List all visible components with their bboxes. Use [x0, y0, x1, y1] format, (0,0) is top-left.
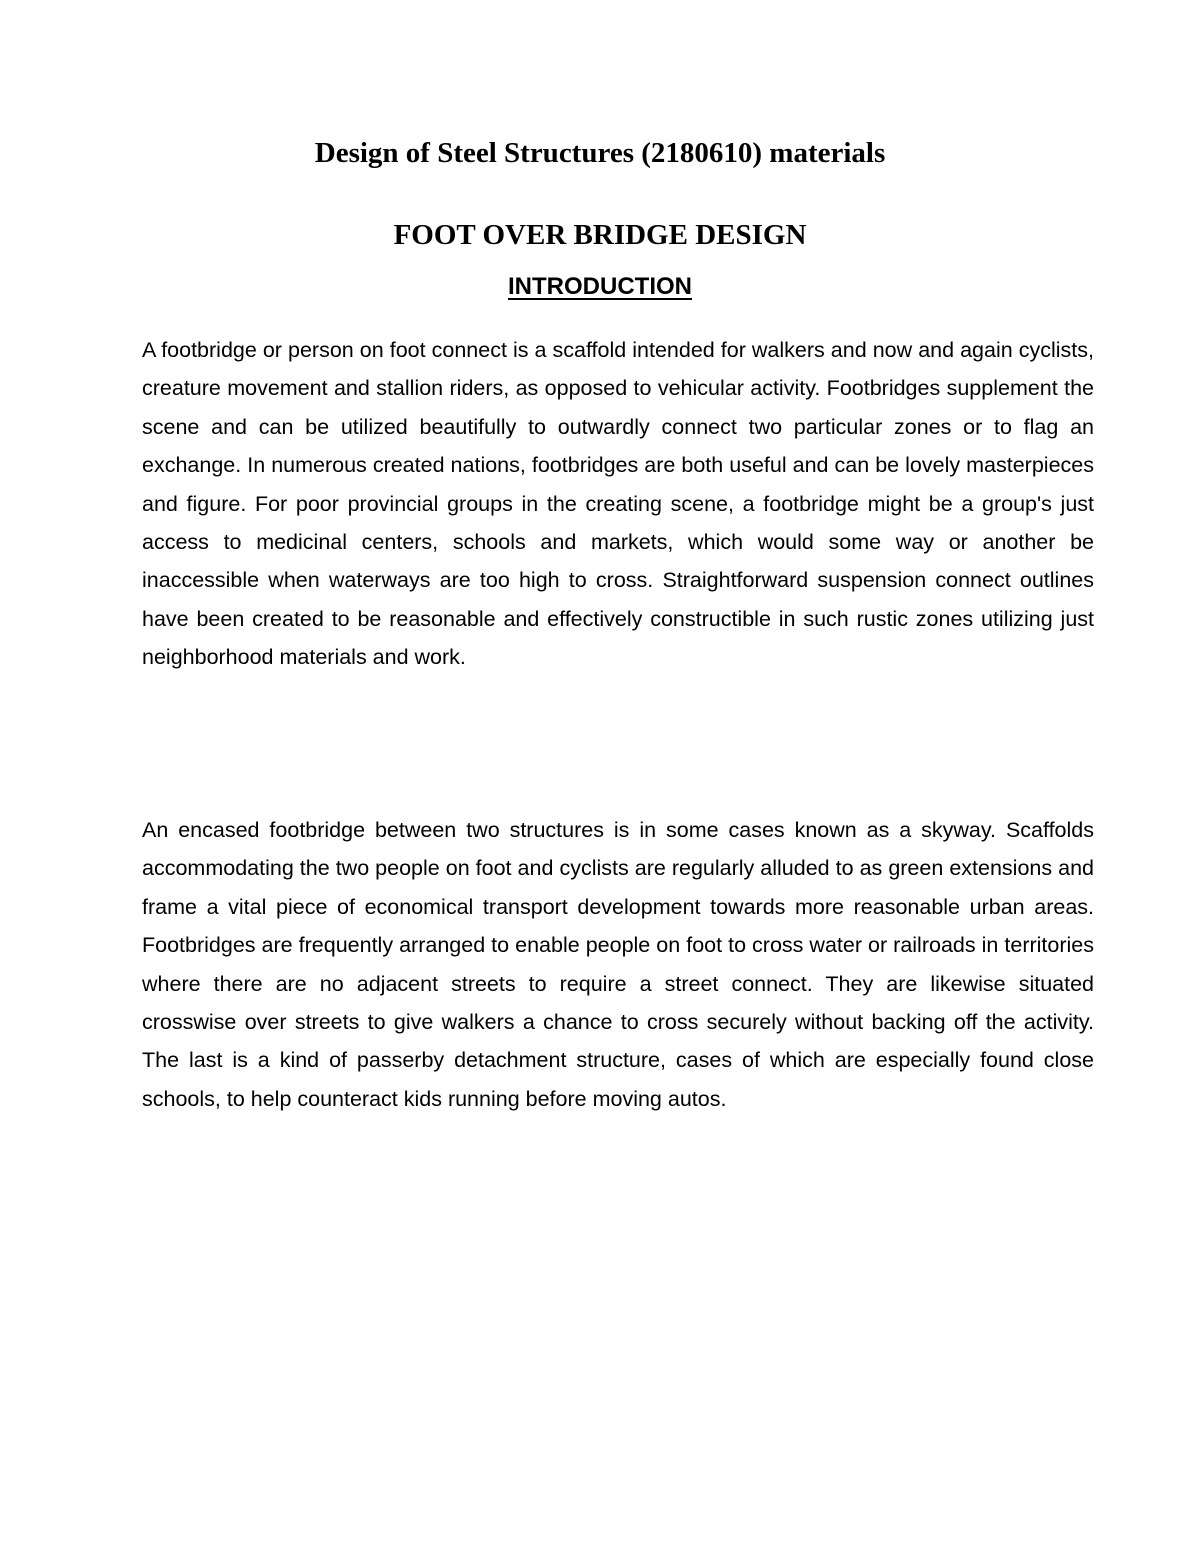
document-title: Design of Steel Structures (2180610) materials [314, 137, 886, 169]
introduction-heading-text: INTRODUCTION [508, 273, 692, 300]
introduction-paragraph-1: A footbridge or person on foot connect is a scaffold intended for walkers and now and again cyclists, creature movement and stallion riders, as opposed to vehicular activity. Footbridges supplement the scene and can be utilized beautifully to outwardly connect two particular zones or to flag an exchange. In numerous created nations, footbridges are both useful and can be lovely masterpieces and figure. For poor provincial groups in the creating scene, a footbridge might be a group's just access to medicinal centers, schools and markets, which would some way or another be inaccessible when waterways are too high to cross. Straightforward suspension connect outlines have been created to be reasonable and effectively constructible in such rustic zones utilizing just neighborhood materials and work. [142, 338, 1094, 670]
introduction-heading [0, 269, 1200, 305]
section-title: FOOT OVER BRIDGE DESIGN [393, 219, 807, 251]
introduction-paragraph-2: An encased footbridge between two structures is in some cases known as a skyway. Scaffolds accommodating the two people on foot and cyclists are regularly alluded to as green extensions and frame a vital piece of economical transport development towards more reasonable urban areas. Footbridges are frequently arranged to enable people on foot to cross water or railroads in territories where there are no adjacent streets to require a street connect. They are likewise situated crosswise over streets to give walkers a chance to cross securely without backing off the activity. The last is a kind of passerby detachment structure, cases of which are especially found close schools, to help counteract kids running before moving autos. [142, 818, 1094, 1111]
